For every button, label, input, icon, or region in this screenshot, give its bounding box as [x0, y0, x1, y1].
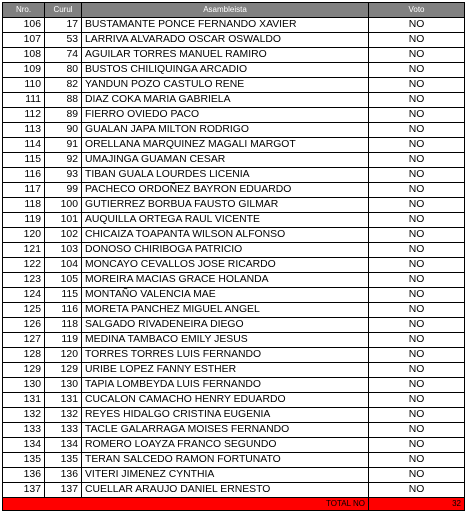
cell-voto: NO [369, 408, 465, 423]
cell-nro: 107 [3, 33, 45, 48]
cell-nro: 135 [3, 453, 45, 468]
table-row [3, 318, 465, 333]
cell-asambleista: MEDINA TAMBACO EMILY JESUS [82, 333, 369, 348]
cell-curul: 132 [45, 408, 82, 423]
cell-voto: NO [369, 483, 465, 498]
table-row [3, 393, 465, 408]
table-row [3, 18, 465, 33]
cell-asambleista: AUQUILLA ORTEGA RAUL VICENTE [82, 213, 369, 228]
cell-asambleista: BUSTAMANTE PONCE FERNANDO XAVIER [82, 18, 369, 33]
votes-table [2, 2, 465, 511]
cell-voto: NO [369, 78, 465, 93]
cell-curul: 17 [45, 18, 82, 33]
table-row [3, 378, 465, 393]
cell-asambleista: CUCALON CAMACHO HENRY EDUARDO [82, 393, 369, 408]
cell-curul: 129 [45, 363, 82, 378]
cell-nro: 114 [3, 138, 45, 153]
table-row [3, 48, 465, 63]
cell-curul: 82 [45, 78, 82, 93]
cell-voto: NO [369, 378, 465, 393]
cell-curul: 118 [45, 318, 82, 333]
cell-voto: NO [369, 258, 465, 273]
table-row [3, 213, 465, 228]
cell-curul: 104 [45, 258, 82, 273]
cell-curul: 91 [45, 138, 82, 153]
cell-asambleista: YANDUN POZO CASTULO RENE [82, 78, 369, 93]
cell-curul: 133 [45, 423, 82, 438]
cell-curul: 99 [45, 183, 82, 198]
cell-nro: 137 [3, 483, 45, 498]
table-row [3, 363, 465, 378]
cell-curul: 74 [45, 48, 82, 63]
cell-voto: NO [369, 213, 465, 228]
cell-nro: 129 [3, 363, 45, 378]
cell-nro: 106 [3, 18, 45, 33]
cell-asambleista: TIBAN GUALA LOURDES LICENIA [82, 168, 369, 183]
cell-voto: NO [369, 423, 465, 438]
cell-asambleista: ROMERO LOAYZA FRANCO SEGUNDO [82, 438, 369, 453]
header-row [3, 3, 465, 18]
cell-voto: NO [369, 183, 465, 198]
total-row [3, 498, 465, 511]
cell-nro: 133 [3, 423, 45, 438]
cell-curul: 102 [45, 228, 82, 243]
cell-voto: NO [369, 63, 465, 78]
cell-curul: 116 [45, 303, 82, 318]
cell-nro: 132 [3, 408, 45, 423]
cell-voto: NO [369, 168, 465, 183]
cell-curul: 120 [45, 348, 82, 363]
cell-asambleista: VITERI JIMENEZ CYNTHIA [82, 468, 369, 483]
cell-asambleista: GUTIERREZ BORBUA FAUSTO GILMAR [82, 198, 369, 213]
table-body [3, 18, 465, 498]
cell-asambleista: CUELLAR ARAUJO DANIEL ERNESTO [82, 483, 369, 498]
cell-asambleista: PACHECO ORDOÑEZ BAYRON EDUARDO [82, 183, 369, 198]
table-row [3, 138, 465, 153]
cell-asambleista: MORETA PANCHEZ MIGUEL ANGEL [82, 303, 369, 318]
cell-voto: NO [369, 453, 465, 468]
header-voto: Voto [369, 3, 465, 18]
cell-asambleista: URIBE LOPEZ FANNY ESTHER [82, 363, 369, 378]
cell-voto: NO [369, 108, 465, 123]
table-row [3, 423, 465, 438]
cell-asambleista: AGUILAR TORRES MANUEL RAMIRO [82, 48, 369, 63]
cell-voto: NO [369, 348, 465, 363]
cell-nro: 116 [3, 168, 45, 183]
cell-asambleista: MONCAYO CEVALLOS JOSE RICARDO [82, 258, 369, 273]
cell-nro: 134 [3, 438, 45, 453]
cell-nro: 112 [3, 108, 45, 123]
cell-nro: 123 [3, 273, 45, 288]
cell-nro: 120 [3, 228, 45, 243]
cell-nro: 118 [3, 198, 45, 213]
cell-nro: 128 [3, 348, 45, 363]
cell-curul: 53 [45, 33, 82, 48]
cell-asambleista: DONOSO CHIRIBOGA PATRICIO [82, 243, 369, 258]
table-row [3, 288, 465, 303]
cell-voto: NO [369, 273, 465, 288]
votes-table-container [2, 2, 464, 511]
cell-nro: 111 [3, 93, 45, 108]
cell-voto: NO [369, 363, 465, 378]
cell-curul: 88 [45, 93, 82, 108]
cell-asambleista: ORELLANA MARQUINEZ MAGALI MARGOT [82, 138, 369, 153]
table-row [3, 348, 465, 363]
cell-curul: 137 [45, 483, 82, 498]
table-header [3, 3, 465, 18]
cell-voto: NO [369, 153, 465, 168]
table-row [3, 78, 465, 93]
table-row [3, 228, 465, 243]
table-row [3, 168, 465, 183]
cell-nro: 121 [3, 243, 45, 258]
cell-curul: 105 [45, 273, 82, 288]
cell-voto: NO [369, 393, 465, 408]
cell-asambleista: TACLE GALARRAGA MOISES FERNANDO [82, 423, 369, 438]
table-row [3, 123, 465, 138]
cell-curul: 131 [45, 393, 82, 408]
cell-voto: NO [369, 228, 465, 243]
table-row [3, 438, 465, 453]
cell-voto: NO [369, 33, 465, 48]
cell-asambleista: FIERRO OVIEDO PACO [82, 108, 369, 123]
cell-asambleista: CHICAIZA TOAPANTA WILSON ALFONSO [82, 228, 369, 243]
header-asambleista: Asambleista [82, 3, 369, 18]
table-row [3, 273, 465, 288]
cell-nro: 136 [3, 468, 45, 483]
total-label: TOTAL NO [3, 498, 369, 511]
cell-nro: 119 [3, 213, 45, 228]
cell-curul: 119 [45, 333, 82, 348]
cell-nro: 127 [3, 333, 45, 348]
cell-asambleista: BUSTOS CHILIQUINGA ARCADIO [82, 63, 369, 78]
cell-nro: 113 [3, 123, 45, 138]
cell-asambleista: SALGADO RIVADENEIRA DIEGO [82, 318, 369, 333]
table-row [3, 483, 465, 498]
table-row [3, 258, 465, 273]
table-row [3, 303, 465, 318]
cell-nro: 117 [3, 183, 45, 198]
header-curul: Curul [45, 3, 82, 18]
cell-nro: 109 [3, 63, 45, 78]
cell-nro: 126 [3, 318, 45, 333]
cell-voto: NO [369, 468, 465, 483]
cell-curul: 93 [45, 168, 82, 183]
cell-nro: 108 [3, 48, 45, 63]
cell-voto: NO [369, 438, 465, 453]
cell-asambleista: MONTAÑO VALENCIA MAE [82, 288, 369, 303]
cell-curul: 136 [45, 468, 82, 483]
cell-voto: NO [369, 198, 465, 213]
cell-nro: 124 [3, 288, 45, 303]
cell-asambleista: TERAN SALCEDO RAMON FORTUNATO [82, 453, 369, 468]
cell-asambleista: GUALAN JAPA MILTON RODRIGO [82, 123, 369, 138]
table-row [3, 183, 465, 198]
cell-voto: NO [369, 303, 465, 318]
cell-asambleista: LARRIVA ALVARADO OSCAR OSWALDO [82, 33, 369, 48]
cell-voto: NO [369, 138, 465, 153]
table-row [3, 333, 465, 348]
cell-curul: 80 [45, 63, 82, 78]
table-row [3, 33, 465, 48]
cell-voto: NO [369, 48, 465, 63]
cell-voto: NO [369, 93, 465, 108]
cell-voto: NO [369, 243, 465, 258]
cell-asambleista: UMAJINGA GUAMAN CESAR [82, 153, 369, 168]
cell-voto: NO [369, 333, 465, 348]
cell-curul: 115 [45, 288, 82, 303]
cell-voto: NO [369, 18, 465, 33]
table-row [3, 408, 465, 423]
cell-curul: 101 [45, 213, 82, 228]
table-row [3, 468, 465, 483]
table-row [3, 243, 465, 258]
table-row [3, 453, 465, 468]
cell-curul: 135 [45, 453, 82, 468]
cell-curul: 134 [45, 438, 82, 453]
table-row [3, 153, 465, 168]
cell-nro: 115 [3, 153, 45, 168]
cell-curul: 90 [45, 123, 82, 138]
cell-asambleista: REYES HIDALGO CRISTINA EUGENIA [82, 408, 369, 423]
cell-nro: 125 [3, 303, 45, 318]
cell-asambleista: MOREIRA MACIAS GRACE HOLANDA [82, 273, 369, 288]
cell-curul: 130 [45, 378, 82, 393]
cell-nro: 130 [3, 378, 45, 393]
cell-asambleista: TAPIA LOMBEYDA LUIS FERNANDO [82, 378, 369, 393]
cell-curul: 100 [45, 198, 82, 213]
cell-asambleista: TORRES TORRES LUIS FERNANDO [82, 348, 369, 363]
header-nro: Nro. [3, 3, 45, 18]
cell-asambleista: DIAZ COKA MARIA GABRIELA [82, 93, 369, 108]
total-count: 32 [369, 498, 465, 511]
cell-nro: 110 [3, 78, 45, 93]
cell-curul: 92 [45, 153, 82, 168]
cell-curul: 103 [45, 243, 82, 258]
cell-voto: NO [369, 318, 465, 333]
table-row [3, 198, 465, 213]
table-row [3, 63, 465, 78]
table-row [3, 108, 465, 123]
cell-nro: 122 [3, 258, 45, 273]
cell-curul: 89 [45, 108, 82, 123]
table-footer [3, 498, 465, 511]
cell-nro: 131 [3, 393, 45, 408]
table-row [3, 93, 465, 108]
cell-voto: NO [369, 288, 465, 303]
cell-voto: NO [369, 123, 465, 138]
